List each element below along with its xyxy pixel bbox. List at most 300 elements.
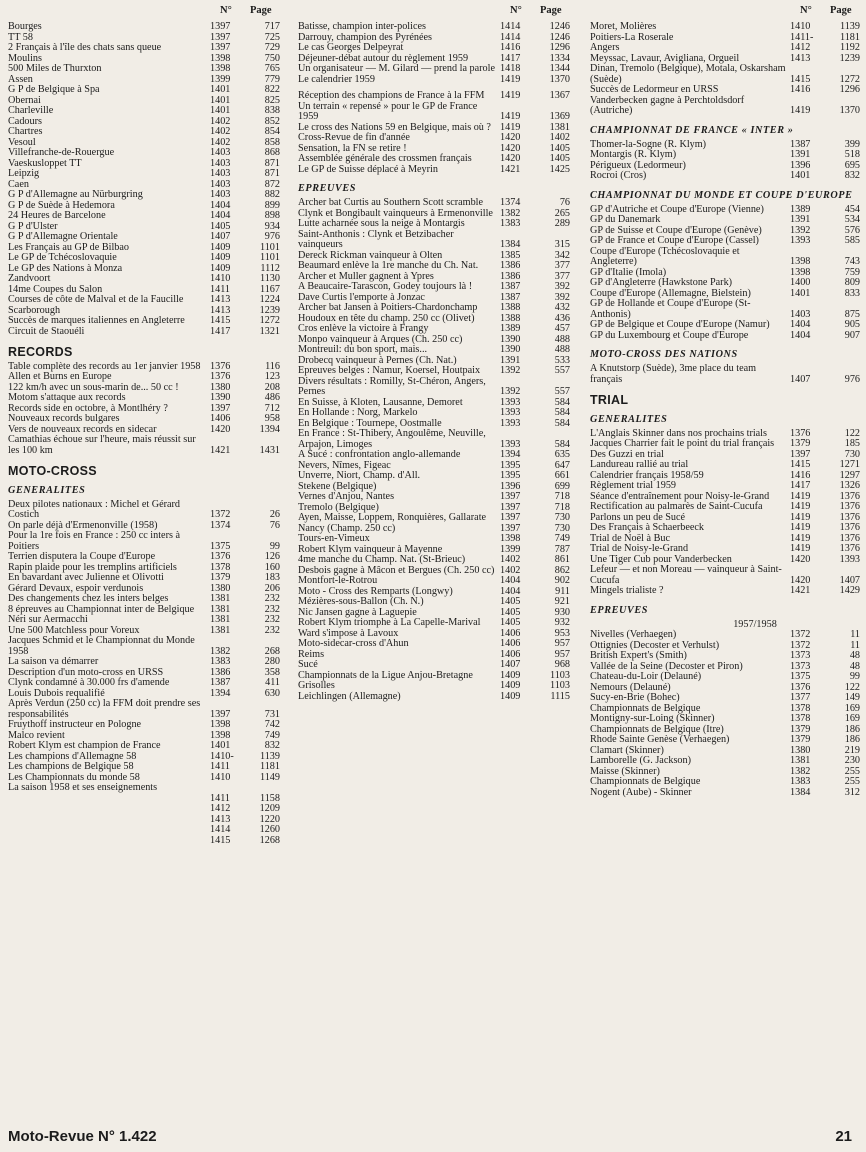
issue-number: 1381 (210, 603, 231, 615)
entry-title: Records side en octobre, à Montlhéry ? (8, 402, 168, 414)
index-entry (590, 171, 860, 182)
index-entry (8, 117, 280, 128)
index-entry (8, 159, 280, 170)
page-number: 126 (264, 551, 280, 562)
issue-number: 1402 (210, 136, 231, 148)
entry-title: Montigny-sur-Loing (Skinner) (590, 713, 715, 724)
entry-title: Tours-en-Vimeux (298, 533, 370, 544)
index-entry (8, 762, 280, 773)
issue-number: 1382 (790, 765, 811, 777)
issue-number: 1402 (500, 554, 521, 565)
index-entry (8, 678, 280, 689)
page-number: 899 (264, 199, 280, 211)
page-number: 208 (264, 381, 280, 393)
index-entry (8, 552, 280, 563)
page-number: 99 (849, 671, 860, 682)
entry-title: Dave Curtis l'emporte à Jonzac (298, 291, 425, 303)
index-entry (590, 523, 860, 534)
issue-number: 1391 (500, 354, 521, 366)
issue-number: 1386 (210, 666, 231, 678)
subsection-heading: EPREUVES (590, 604, 649, 616)
subsection-heading: GENERALITES (590, 413, 668, 425)
issue-number: 1417 (790, 480, 811, 491)
issue-number: 1414 (500, 31, 521, 43)
entry-title: Beaumard enlève la 1re manche du Ch. Nat. (298, 260, 479, 271)
entry-title: Montargis (R. Klym) (590, 149, 677, 160)
entry-title: Zandvoort (8, 273, 51, 284)
page-number: 725 (264, 31, 280, 43)
page-number: 1344 (549, 63, 570, 74)
index-entry (8, 573, 280, 584)
page-number: 576 (844, 224, 860, 236)
index-entry (298, 471, 570, 482)
issue-number: 1393 (500, 417, 521, 429)
entry-title: G P d'Allemagne au Nürburgring (8, 189, 143, 200)
entry-title: Des changements chez les inters belges (8, 593, 169, 604)
entry-title: Règlement trial 1959 (590, 480, 677, 491)
issue-number: 1398 (210, 719, 231, 730)
index-entry (8, 169, 280, 180)
issue-number: 1414 (500, 21, 521, 32)
page-number: 1112 (260, 262, 280, 274)
page-number: 1115 (550, 690, 570, 702)
issue-number: 1400 (790, 277, 811, 288)
index-entry (590, 502, 860, 513)
index-entry (8, 148, 280, 159)
issue-number: 1398 (210, 729, 231, 741)
issue-number: 1397 (500, 512, 521, 523)
entry-title: GP d'Angleterre (Hawkstone Park) (590, 277, 733, 288)
page-number: 875 (844, 308, 860, 320)
issue-number: 1382 (210, 645, 231, 657)
page-number: 149 (844, 692, 860, 703)
issue-number: 1375 (790, 671, 811, 682)
entry-title: Moulins (8, 52, 42, 64)
index-entry (298, 43, 570, 54)
entry-title: Batisse, champion inter-polices (298, 21, 426, 32)
index-entry (298, 345, 570, 356)
index-entry (8, 372, 280, 383)
subsection-heading: GENERALITES (8, 484, 86, 496)
page-number: 695 (844, 159, 860, 171)
page-number: 432 (554, 302, 570, 313)
issue-number: 1383 (500, 218, 521, 229)
entry-title: Houdoux en tête du champ. 250 cc (Olivet) (298, 312, 475, 324)
entry-title: Rhode Sainte Genèse (Verhaegen) (590, 734, 730, 745)
index-entry (298, 91, 570, 102)
page-number: 911 (555, 585, 570, 597)
issue-number: 1401 (210, 105, 231, 116)
entry-title: Charleville (8, 105, 54, 116)
index-entry (298, 133, 570, 144)
page-number: 1167 (260, 283, 280, 295)
issue-number: 1402 (210, 115, 231, 127)
entry-title: Championnats de Belgique (Itre) (590, 723, 724, 735)
entry-title: Coupe d'Europe (Allemagne, Bielstein) (590, 287, 751, 299)
entry-title: Gérard Devaux, espoir verdunois (8, 582, 144, 594)
index-entry (298, 660, 570, 671)
issue-number: 1378 (790, 702, 811, 714)
issue-number: 1381 (790, 755, 811, 766)
issue-number: 1415 (210, 315, 231, 326)
page-number: 557 (554, 365, 570, 376)
page-number: 169 (844, 713, 860, 724)
issue-number: 1420 (210, 423, 231, 435)
entry-title: British Expert's (Smith) (590, 650, 687, 661)
index-entry (590, 236, 860, 247)
entry-title: Nouveaux records bulgares (8, 413, 120, 424)
entry-title: Vallée de la Seine (Decoster et Piron) (590, 660, 743, 672)
issue-number: 1401 (790, 170, 811, 181)
issue-number: 1391 (790, 214, 811, 225)
page-number: 1224 (259, 294, 280, 305)
entry-title: Meyssac, Lavaur, Avigliana, Orgueil (590, 52, 740, 64)
issue-number: 1403 (210, 178, 231, 190)
issue-number: 1404 (790, 329, 811, 341)
entry-title: Rocroi (Cros) (590, 170, 647, 181)
page-number: 858 (264, 136, 280, 148)
page-number: 185 (844, 438, 860, 449)
entry-title: 122 km/h avec un sous-marin de... 50 cc ! (8, 381, 179, 393)
index-entry (298, 671, 570, 682)
entry-title: Leipzig (8, 168, 40, 179)
entry-title: Parlons un peu de Sucé (590, 511, 686, 523)
entry-title: Le calendrier 1959 (298, 73, 375, 85)
entry-title: Clynk condamné à 30.000 frs d'amende (8, 677, 170, 688)
entry-title: Des Guzzi en trial (590, 448, 664, 460)
page-number: 1268 (259, 834, 280, 846)
entry-title: Desbois gagne à Mâcon et Bergues (Ch. 250 cc) (298, 564, 495, 576)
issue-number: 1406 (500, 638, 521, 649)
entry-title: Néri sur Aermacchi (8, 614, 88, 625)
issue-number: 1419 (790, 490, 811, 502)
page-number: 518 (844, 149, 860, 160)
entry-title: L'Anglais Skinner dans nos prochains trials (590, 427, 767, 439)
issue-number: 1397 (210, 42, 231, 53)
page-number: 230 (844, 755, 860, 766)
page-number: 123 (264, 371, 280, 382)
index-entry (298, 618, 570, 629)
issue-number: 1420 (790, 574, 811, 586)
page-number: 488 (554, 344, 570, 355)
issue-number: 1409 (500, 669, 521, 681)
page-number: 219 (844, 744, 860, 756)
issue-number: 1380 (790, 744, 811, 756)
issue-number: 1419 (790, 511, 811, 523)
entry-title: Poitiers-La Roserale (590, 31, 674, 43)
entry-title: GP d'Autriche et Coupe d'Europe (Vienne) (590, 203, 764, 215)
page-number: 1139 (260, 750, 280, 762)
issue-number: 1405 (500, 606, 521, 618)
page-number: 76 (559, 197, 570, 208)
issue-number: 1387 (790, 138, 811, 150)
issue-number: 1419 (790, 543, 811, 554)
issue-number: 1409 (500, 680, 521, 691)
entry-title: Courses de côte de Malval et de la Faucille (8, 294, 184, 305)
index-entry (298, 64, 570, 75)
index-entry (590, 672, 860, 683)
issue-number: 1419 (790, 532, 811, 544)
issue-number: 1417 (210, 325, 231, 337)
issue-number: 1379 (790, 438, 811, 449)
issue-number: 1379 (790, 723, 811, 735)
page-number: 905 (844, 319, 860, 330)
page-number: 809 (844, 277, 860, 288)
index-entry (8, 393, 280, 404)
page-number: 1334 (549, 52, 570, 64)
page-number: 976 (264, 231, 280, 242)
index-column-2 (298, 6, 570, 702)
entry-title: Deux pilotes nationaux : Michel et Gérard Costich (8, 498, 181, 520)
issue-number: 1399 (500, 543, 521, 555)
entry-title: Moto-sidecar-cross d'Ahun (298, 638, 409, 649)
page-number: 584 (554, 417, 570, 429)
index-entry (298, 261, 570, 272)
entry-title: Championnats de la Ligue Anjou-Bretagne (298, 669, 473, 681)
entry-title: GP de Hollande et Coupe d'Europe (St-Anthonis) (590, 298, 751, 320)
issue-number: 1402 (210, 126, 231, 137)
page-number: 871 (264, 157, 280, 169)
page-number: 377 (554, 270, 570, 282)
issue-number: 1380 (210, 381, 231, 393)
issue-number: 1393 (500, 396, 521, 408)
index-entry (298, 154, 570, 165)
entry-title: Caen (8, 178, 29, 190)
page-number: 718 (554, 501, 570, 513)
issue-number: 1394 (500, 449, 521, 460)
entry-title: Ottignies (Decoster et Verhulst) (590, 639, 720, 651)
page-number: 186 (844, 734, 860, 745)
issue-number: 1397 (210, 31, 231, 43)
subsection-heading: CHAMPIONNAT DE FRANCE « INTER » (590, 124, 794, 136)
entry-title: Moret, Molières (590, 21, 657, 32)
entry-title: Stekene (Belgique) (298, 480, 377, 492)
issue-number: 1405 (500, 617, 521, 628)
page-number: 11 (850, 629, 860, 640)
entry-title: Nancy (Champ. 250 cc) (298, 522, 396, 534)
issue-number: 1403 (210, 147, 231, 158)
entry-title: Scarborough (8, 304, 61, 316)
issue-number: 1398 (790, 266, 811, 278)
page-number: 1393 (839, 553, 860, 565)
page-number: 930 (554, 606, 570, 618)
entry-title: Robert Klym vainqueur à Mayenne (298, 543, 443, 555)
page-number: 1405 (549, 142, 570, 154)
entry-title: Table complète des records au 1er janvier 1958 (8, 360, 201, 372)
page-number: 958 (264, 413, 280, 424)
entry-title: Epreuves belges : Namur, Koersel, Houtpaix (298, 365, 481, 376)
issue-number: 1402 (500, 564, 521, 576)
page-number: 759 (844, 266, 860, 278)
issue-number: 1420 (500, 142, 521, 154)
page-number: 921 (554, 596, 570, 607)
page-number: 169 (844, 702, 860, 714)
issue-number: 1372 (790, 629, 811, 640)
index-entry (590, 714, 860, 725)
page-number: 750 (264, 52, 280, 64)
issue-number: 1418 (500, 63, 521, 74)
issue-number: 1393 (500, 407, 521, 418)
page-number: 822 (264, 84, 280, 95)
magazine-issue-footer: Moto-Revue N° 1.422 (8, 1128, 157, 1145)
issue-number: 1383 (210, 656, 231, 667)
entry-title: Une 500 Matchless pour Voreux (8, 624, 140, 636)
entry-title: En Suisse, à Kloten, Lausanne, Demoret (298, 396, 463, 408)
entry-title: Nivelles (Verhaegen) (590, 629, 677, 640)
issue-number: 1395 (500, 459, 521, 471)
issue-number: 1420 (790, 553, 811, 565)
entry-title: Archer bat Jansen à Poitiers-Chardonchamp (298, 302, 478, 313)
entry-title: Les Français au GP de Bilbao (8, 241, 129, 253)
index-entry (590, 693, 860, 704)
index-entry (298, 681, 570, 692)
index-entry (590, 22, 860, 33)
page-number: 765 (264, 63, 280, 74)
index-entry (8, 295, 280, 306)
entry-title: Tremolo (Belgique) (298, 501, 379, 513)
page-number: 122 (844, 427, 860, 439)
page-number: 635 (554, 449, 570, 460)
index-entry (8, 741, 280, 752)
entry-title: Mingels trialiste ? (590, 585, 664, 596)
entry-title: Réception des champions de France à la FFM (298, 90, 485, 101)
page-number: 898 (264, 210, 280, 221)
issue-number: 1403 (210, 157, 231, 169)
index-column-3 (590, 6, 860, 798)
entry-title: Divers résultats : Romilly, St-Chéron, Angers, Pernes (298, 375, 486, 397)
issue-number: 1378 (210, 561, 231, 573)
index-entry (298, 198, 570, 209)
entry-title: Calendrier français 1958/59 (590, 469, 704, 481)
page-number: 1376 (839, 511, 860, 523)
issue-number: 1376 (210, 551, 231, 562)
entry-title: Succès de Ledormeur en URSS (590, 84, 719, 95)
issue-number: 1406 (500, 627, 521, 639)
issue-number: 1393 (790, 235, 811, 246)
entry-title: Villefranche-de-Rouergue (8, 147, 115, 158)
page-number: 779 (264, 73, 280, 85)
column-header (8, 6, 280, 22)
issue-number: 1384 (790, 786, 811, 798)
issue-number: 1387 (210, 677, 231, 688)
section-heading: MOTO-CROSS (8, 464, 97, 478)
entry-title: Circuit de Staouéli (8, 325, 85, 337)
issue-number: 1411 (210, 283, 230, 295)
page-number: 1326 (839, 480, 860, 491)
index-entry (8, 594, 280, 605)
index-entry (8, 190, 280, 201)
issue-number: 1416 (500, 42, 521, 53)
page-number: 1370 (549, 73, 570, 85)
issue-number: 1375 (210, 540, 231, 552)
entry-title: En Hollande : Norg, Markelo (298, 407, 418, 418)
issue-number: 1409 (210, 252, 231, 263)
issue-number: 1404 (500, 585, 521, 597)
page-number: 1376 (839, 501, 860, 512)
entry-title: Sensation, la FN se retire ! (298, 142, 407, 154)
issue-number: 1398 (210, 52, 231, 64)
entry-title: 4me manche du Champ. Nat. (St-Brieuc) (298, 554, 466, 565)
entry-title: Lutte acharnée sous la neige à Montargis (298, 218, 465, 229)
page-number: 832 (844, 170, 860, 181)
page-number: 1376 (839, 522, 860, 533)
page-number: 953 (554, 627, 570, 639)
issue-number: 1415 (790, 73, 811, 85)
entry-title: GP de France et Coupe d'Europe (Cassel) (590, 235, 759, 246)
issue-number: 1413 (210, 304, 231, 316)
index-entry (298, 377, 570, 398)
entry-title: Trial de Noisy-le-Grand (590, 543, 689, 554)
column-header (590, 6, 860, 22)
entry-title: Fruythoff instructeur en Pologne (8, 719, 142, 730)
page-number: 48 (849, 650, 860, 661)
index-entry (590, 43, 860, 54)
issue-number: 1381 (210, 624, 231, 636)
index-entry (298, 324, 570, 335)
index-entry (590, 331, 860, 342)
entry-title: Thomer-la-Sogne (R. Klym) (590, 138, 707, 150)
index-entry (590, 481, 860, 492)
index-entry (590, 586, 860, 597)
entry-title: A Knutstorp (Suède), 3me place du team français (590, 363, 757, 385)
page-number: 232 (264, 593, 280, 604)
index-entry (8, 43, 280, 54)
page-number: 1246 (549, 21, 570, 32)
entry-title: 500 Miles de Thurxton (8, 63, 102, 74)
issue-number: 1405 (500, 596, 521, 607)
entry-title: Une Tiger Cub pour Vanderbecken (590, 553, 732, 565)
entry-title: Clynk et Bongibault vainqueurs à Ermenonville (298, 207, 493, 219)
season-label: 1957/1958 (733, 618, 777, 630)
entry-title: Le cross des Nations 59 en Belgique, mais où ? (298, 121, 491, 133)
index-entry (8, 253, 280, 264)
index-entry (298, 450, 570, 461)
entry-title: Moto - Cross des Remparts (Longwy) (298, 585, 453, 597)
entry-title: Jacques Charrier fait le point du trial français (590, 438, 775, 449)
page-number: 718 (554, 491, 570, 502)
index-entry (8, 106, 280, 117)
entry-title: Obernai (8, 94, 41, 106)
entry-title: Trial de Noël à Buc (590, 532, 670, 544)
entry-title: GP de Belgique et Coupe d'Europe (Namur) (590, 319, 770, 330)
issue-number: 1401 (210, 94, 231, 106)
page-number: 742 (264, 719, 280, 730)
issue-number: 1416 (790, 469, 811, 481)
issue-number-header: N° (800, 5, 812, 16)
page-number: 647 (554, 459, 570, 471)
issue-number: 1410 (210, 273, 231, 284)
entry-title: Archer et Muller gagnent à Ypres (298, 270, 434, 282)
page-number: 160 (264, 561, 280, 573)
issue-number: 1406 (210, 413, 231, 424)
issue-number: 1404 (210, 210, 231, 221)
page-number: 186 (844, 723, 860, 735)
page-number: 712 (264, 402, 280, 414)
issue-number: 1420 (500, 132, 521, 143)
page-number: 902 (554, 575, 570, 586)
entry-title: Les champions de Belgique 58 (8, 761, 134, 772)
entry-title: La saison va démarrer (8, 656, 99, 667)
page-number: 1321 (259, 325, 280, 337)
page-number: 436 (554, 312, 570, 324)
index-entry (298, 650, 570, 661)
issue-number: 1404 (790, 319, 811, 330)
index-entry (8, 699, 280, 720)
page-number: 26 (269, 509, 280, 520)
page-number: 1297 (839, 469, 860, 481)
index-entry (8, 327, 280, 338)
index-entry (8, 500, 280, 521)
